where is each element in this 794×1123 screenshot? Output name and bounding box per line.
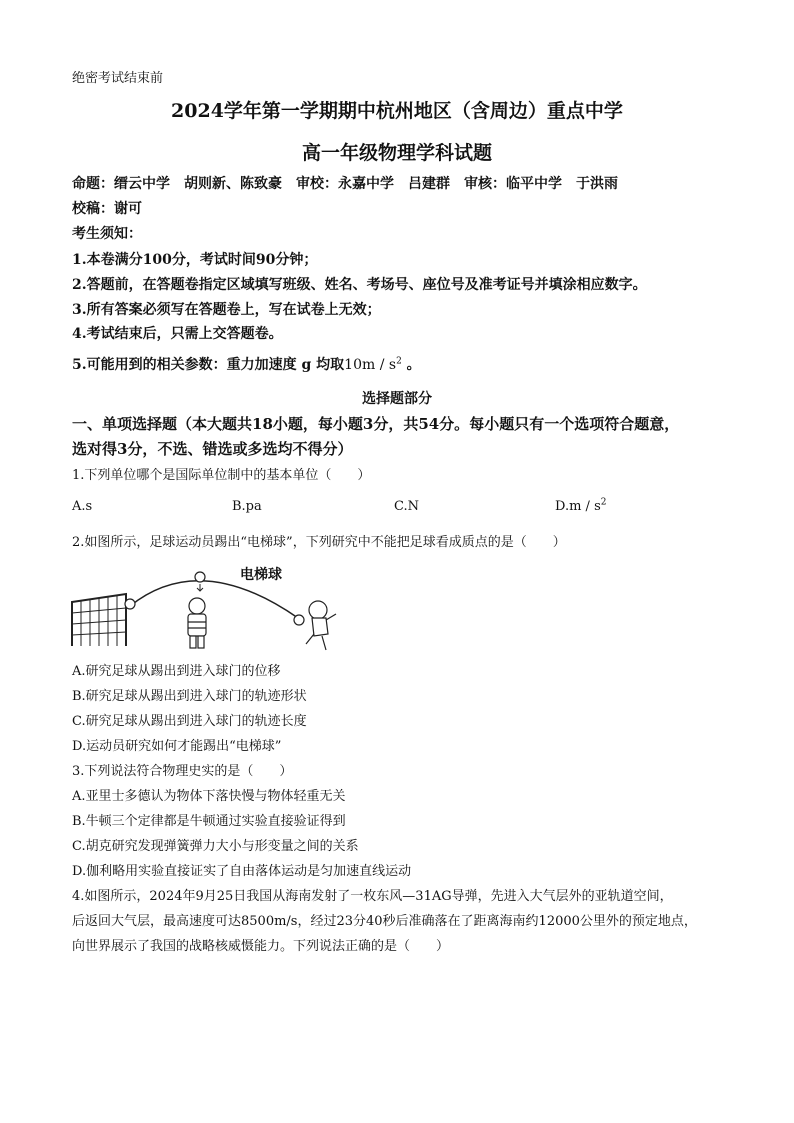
- q3-option-a: A.亚里士多德认为物体下落快慢与物体轻重无关: [72, 789, 346, 804]
- q1-option-d-exponent: 2: [600, 497, 607, 508]
- notice-item-5-suffix: 。: [401, 357, 421, 373]
- q2-option-a: A.研究足球从踢出到进入球门的位移: [72, 664, 281, 679]
- q4-line-3: 向世界展示了我国的战略核威慑能力。下列说法正确的是（ ）: [72, 939, 450, 954]
- q1-option-b: B.pa: [232, 499, 262, 514]
- credits-line-1: 命题：缙云中学 胡则新、陈致豪 审校：永嘉中学 吕建群 审核：临平中学 于洪雨: [72, 176, 618, 192]
- notice-item-1: 1.本卷满分100分，考试时间90分钟；: [72, 252, 318, 268]
- q1-option-d-text: D.m / s: [555, 499, 601, 514]
- exam-title: 2024学年第一学期期中杭州地区（含周边）重点中学: [171, 100, 623, 122]
- notice-item-4: 4.考试结束后，只需上交答题卷。: [72, 326, 283, 342]
- section-heading-line-1: 一、单项选择题（本大题共18小题，每小题3分，共54分。每小题只有一个选项符合题意，: [72, 415, 680, 433]
- notice-item-5-prefix: 5.可能用到的相关参数：重力加速度 g 均取: [72, 357, 345, 373]
- q3-stem: 3.下列说法符合物理史实的是（ ）: [72, 764, 293, 779]
- q1-option-a: A.s: [72, 499, 93, 514]
- exam-subtitle: 高一年级物理学科试题: [301, 142, 492, 164]
- notice-item-5-value: 10m / s: [344, 357, 397, 373]
- q3-option-d: D.伽利略用实验直接证实了自由落体运动是匀加速直线运动: [72, 864, 412, 879]
- q2-option-d: D.运动员研究如何才能踢出“电梯球”: [72, 739, 282, 754]
- section-heading-line-2: 选对得3分，不选、错选或多选均不得分）: [72, 440, 353, 458]
- elevator-ball-figure: [70, 558, 340, 652]
- q3-option-b: B.牛顿三个定律都是牛顿通过实验直接验证得到: [72, 814, 346, 829]
- q2-option-c: C.研究足球从踢出到进入球门的轨迹长度: [72, 714, 307, 729]
- notice-item-3: 3.所有答案必须写在答题卷上，写在试卷上无效；: [72, 302, 381, 318]
- notice-item-5: [72, 354, 421, 374]
- ball-near-goal: [125, 599, 135, 609]
- q1-stem: 1.下列单位哪个是国际单位制中的基本单位（ ）: [72, 468, 371, 483]
- q3-option-c: C.胡克研究发现弹簧弹力大小与形变量之间的关系: [72, 839, 359, 854]
- q4-line-2: 后返回大气层，最高速度可达8500m/s，经过23分40秒后准确落在了距离海南约12000公里外的预定地点，: [72, 914, 697, 929]
- notice-heading: 考生须知：: [72, 226, 142, 242]
- ball-at-apex: [195, 572, 205, 582]
- section-title: 选择题部分: [362, 391, 432, 407]
- goal-net: [72, 594, 126, 646]
- q1-option-d: [555, 499, 606, 514]
- q2-stem: 2.如图所示，足球运动员踢出“电梯球”，下列研究中不能把足球看成质点的是（ ）: [72, 535, 566, 550]
- elevator-ball-illustration: [70, 558, 340, 652]
- notice-item-2: 2.答题前，在答题卷指定区域填写班级、姓名、考场号、座位号及准考证号并填涂相应数字。: [72, 277, 647, 293]
- q1-option-c: C.N: [394, 499, 419, 514]
- notice-item-5-exponent: 2: [396, 356, 402, 367]
- credits-line-2: 校稿：谢可: [72, 201, 142, 217]
- q4-line-1: 4.如图所示，2024年9月25日我国从海南发射了一枚东风—31AG导弹，先进入大气层外的亚轨道空间，: [72, 889, 673, 904]
- figure-label: 电梯球: [240, 567, 282, 583]
- kicker-figure: [294, 601, 336, 650]
- confidential-label: 绝密考试结束前: [72, 71, 164, 86]
- trajectory-arc: [130, 581, 298, 618]
- q2-option-b: B.研究足球从踢出到进入球门的轨迹形状: [72, 689, 307, 704]
- defender-figure: [188, 598, 206, 648]
